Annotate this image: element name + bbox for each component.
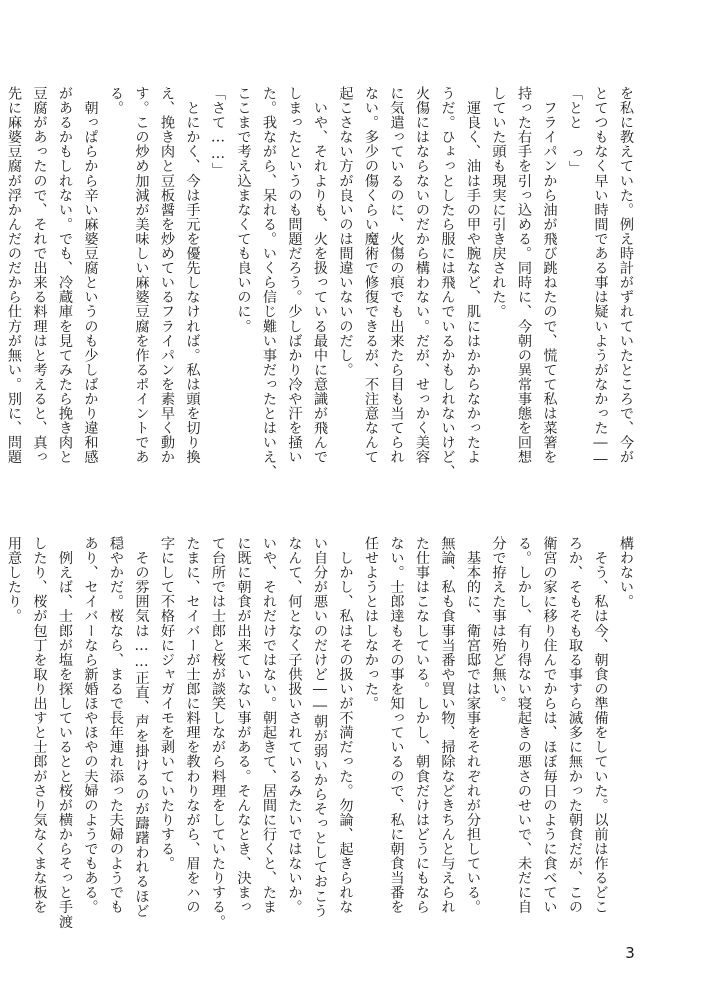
- text-column: 朝っぱらから辛い麻婆豆腐というのも少しばかり違和感: [82, 86, 99, 465]
- text-column: ない。多少の傷くらい魔術で修復できるが、不注意なんて: [363, 86, 379, 465]
- text-column: うだ。ひょっとしたら服には飛んでいるかもしれないけど、: [439, 86, 456, 479]
- text-column: したり、桜が包丁を取り出すと士郎がさり気なくまな板を: [31, 536, 48, 915]
- text-column: 字にして不格好にジャガイモを剥いていたりする。: [159, 536, 175, 871]
- text-column: に気遣っているのに、火傷の痕でも出来たら目も当てられ: [388, 86, 405, 465]
- text-column: 基本的に、衛宮邸では家事をそれぞれが分担している。: [465, 536, 481, 915]
- lower-text-block: [6, 536, 638, 946]
- text-column: とてつもなく早い時間である事は疑いようがなかった――: [592, 86, 609, 468]
- text-column: た仕事はこなしている。しかし、朝食だけはどうにもなら: [414, 536, 430, 915]
- text-column: ない。士郎達もその事を知っているので、私に朝食当番を: [388, 536, 405, 915]
- text-column: いや、それよりも、火を扱っている最中に意識が飛んで: [312, 86, 328, 465]
- upper-text-block: [6, 86, 638, 496]
- text-column: 豆腐があったので、それで出来る料理はと考えると、真っ: [31, 86, 48, 465]
- text-column: ろか、そもそも取る事すら滅多に無かった朝食だが、この: [567, 536, 583, 915]
- text-column: 「さて……」: [210, 86, 226, 177]
- text-column: 火傷にはならないのだから構わない。だが、せっかく美容: [414, 86, 430, 465]
- text-column: た。我ながら、呆れる。いくら信じ難い事だったとはいえ、: [261, 86, 277, 479]
- text-column: その雰囲気は……正直、声を掛けるのが躊躇われるほど: [133, 536, 150, 918]
- text-column: て台所では士郎と桜が談笑しながら料理をしていたりする。: [210, 536, 226, 929]
- text-column: [0, 536, 1, 946]
- text-column: る。: [108, 86, 124, 116]
- text-column: していた頭も現実に引き戻された。: [490, 86, 507, 319]
- text-column: あり、セイバーなら新婚ほやほやの夫婦のようでもある。: [82, 536, 99, 915]
- text-column: 衛宮の家に移り住んでからは、ほぼ毎日のように食べてい: [541, 536, 558, 915]
- text-column: す。この炒め加減が美味しい麻婆豆腐を作るポイントであ: [133, 86, 150, 465]
- text-column: なんて、何となく子供扱いされているみたいではないか。: [286, 536, 303, 915]
- text-column: 持った右手を引っ込める。同時に、今朝の異常事態を回想: [516, 86, 532, 465]
- text-column: 例えば、士郎が塩を探しているとと桜が横からそっと手渡: [57, 536, 73, 929]
- text-column: 構わない。: [618, 536, 634, 609]
- text-column: 「とと っ」: [567, 86, 583, 176]
- text-column: 穏やかだ。桜なら、まるで長年連れ添った夫婦のようでも: [108, 536, 124, 915]
- text-column: 分で拵えた事は殆ど無い。: [490, 536, 507, 711]
- text-column: いや、それだけではない。朝起きて、居間に行くと、たま: [261, 536, 277, 915]
- text-column: 用意したり。: [6, 536, 22, 624]
- text-column: たまに、セイバーが士郎に料理を教わりながら、眉をハの: [184, 536, 201, 915]
- text-column: 起こさない方が良いのは間違いないのだし。: [337, 86, 354, 377]
- text-column: ここまで考え込まなくても良いのに。: [235, 86, 252, 334]
- text-column: 運良く、油は手の甲や腕など、肌にはかからなかったよ: [465, 86, 481, 465]
- text-column: しまったというのも問題だろう。少しばかり冷や汗を掻い: [286, 86, 303, 465]
- text-column: え、挽き肉と豆板醤を炒めているフライパンを素早く動か: [159, 86, 175, 465]
- text-column: 任せようとはしなかった。: [363, 536, 379, 711]
- text-column: フライパンから油が飛び跳ねたので、慌てて私は菜箸を: [541, 86, 558, 465]
- text-column: に既に朝食が出来ていない事がある。そんなとき、決まっ: [235, 536, 252, 915]
- text-column: い自分が悪いのだけど――朝が弱いからそっとしておこう: [312, 536, 328, 918]
- text-column: 先に麻婆豆腐が浮かんだのだから仕方が無い。別に、問題: [6, 86, 22, 465]
- text-column: る。しかし、有り得ない寝起きの悪さのせいで、未だに自: [516, 536, 532, 915]
- page-number: 3: [625, 944, 635, 962]
- text-column: があるかもしれない。でも、冷蔵庫を見てみたら挽き肉と: [57, 86, 73, 465]
- text-column: 無論、私も食事当番や買い物、掃除などきちんと与えられ: [439, 536, 456, 915]
- text-column: を私に教えていた。例え時計がずれていたところで、今が: [618, 86, 634, 465]
- text-column: そう、私は今、朝食の準備をしていた。以前は作るどこ: [592, 536, 609, 915]
- text-column: しかし、私はその扱いが不満だった。勿論、起きられな: [337, 536, 354, 915]
- text-column: とにかく、今は手元を優先しなければ。私は頭を切り換: [184, 86, 201, 465]
